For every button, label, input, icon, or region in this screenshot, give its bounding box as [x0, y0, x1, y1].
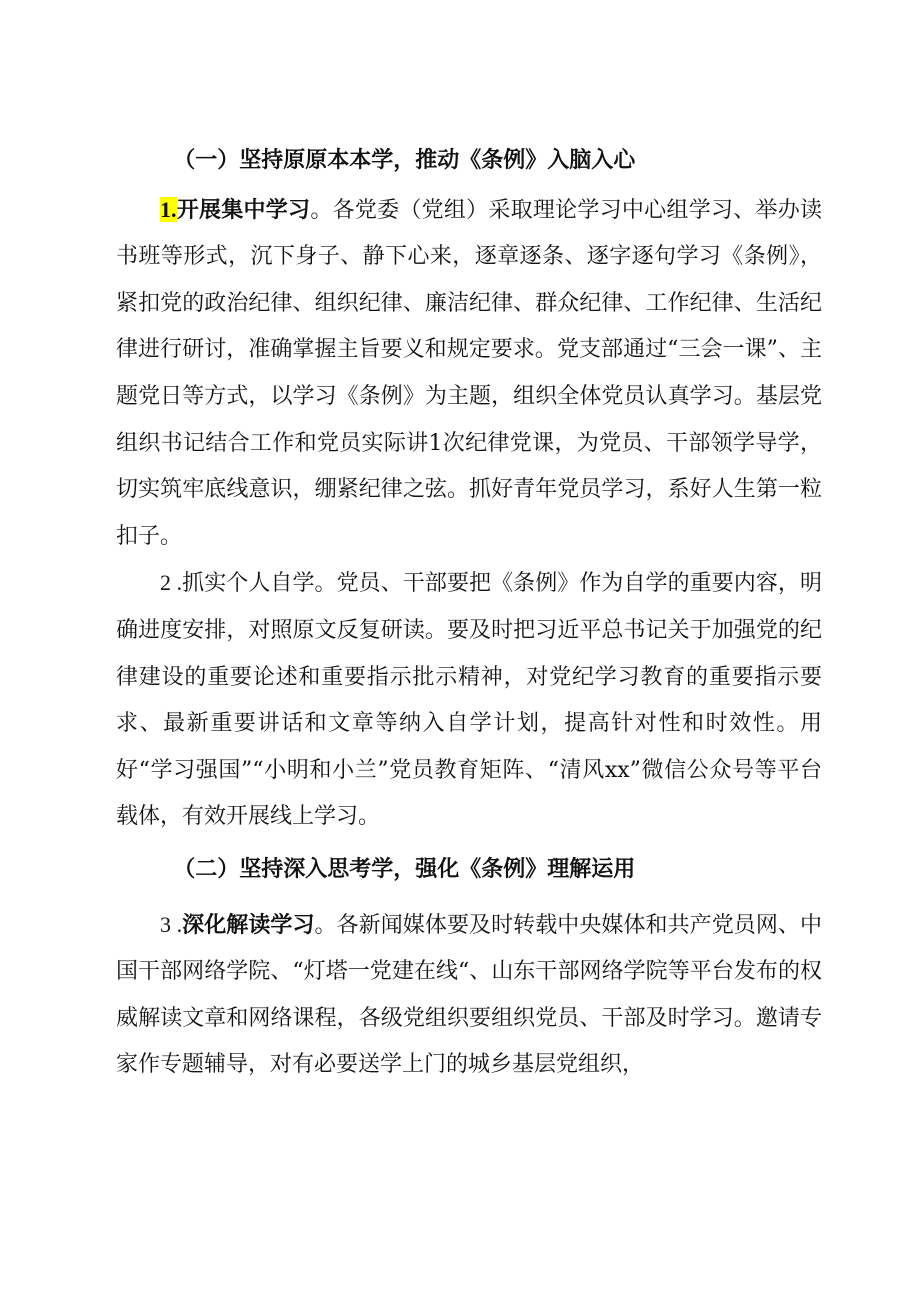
document-page	[116, 138, 822, 1089]
item-body-3: 。各新闻媒体要及时转载中央媒体和共产党员网、中国干部网络学院、“灯塔一党建在线“、山东干部网络学院等平台发布的权威解读文章和网络课程，各级党组织要组织党员、干部及时学习。邀请专家作专题辅导，对有必要送学上门的城乡基层党组织，	[116, 912, 822, 1078]
paragraph-item-1	[116, 187, 822, 561]
paragraph-item-3	[116, 902, 822, 1089]
item-body-2: 抓实个人自学。党员、干部要把《条例》作为自学的重要内容，明确进度安排，对照原文反复研读。要及时把习近平总书记关于加强党的纪律建设的重要论述和重要指示批示精神，对党纪学习教育的重要指示要求、最新重要讲话和文章等纳入自学计划，提高针对性和时效性。用好“学习强国”“小明和小兰”党员教育矩阵、“清风xx”微信公众号等平台载体，有效开展线上学习。	[116, 571, 822, 830]
item-number-2: 2 .	[160, 570, 183, 596]
item-body-1: 。各党委（党组）采取理论学习中心组学习、举办读书班等形式，沉下身子、静下心来，逐章逐条、逐字逐句学习《条例》，紧扣党的政治纪律、组织纪律、廉洁纪律、群众纪律、工作纪律、生活纪律进行研讨，准确掌握主旨要义和规定要求。党支部通过“三会一课”、主题党日等方式，以学习《条例》为主题，组织全体党员认真学习。基层党组织书记结合工作和党员实际讲1次纪律党课，为党员、干部领学导学，切实筑牢底线意识，绷紧纪律之弦。抓好青年党员学习，系好人生第一粒扣子。	[116, 197, 822, 549]
section-heading-1: （一）坚持原原本本学，推动《条例》入脑入心	[173, 148, 636, 173]
item-lead-1: 开展集中学习	[176, 197, 311, 223]
item-number-3: 3 .	[160, 911, 183, 937]
section-heading-2: （二）坚持深入思考学，强化《条例》理解运用	[173, 856, 636, 882]
paragraph-item-2	[116, 560, 822, 841]
item-number-1: 1.	[160, 196, 177, 222]
item-lead-3: 深化解读学习	[182, 912, 315, 938]
